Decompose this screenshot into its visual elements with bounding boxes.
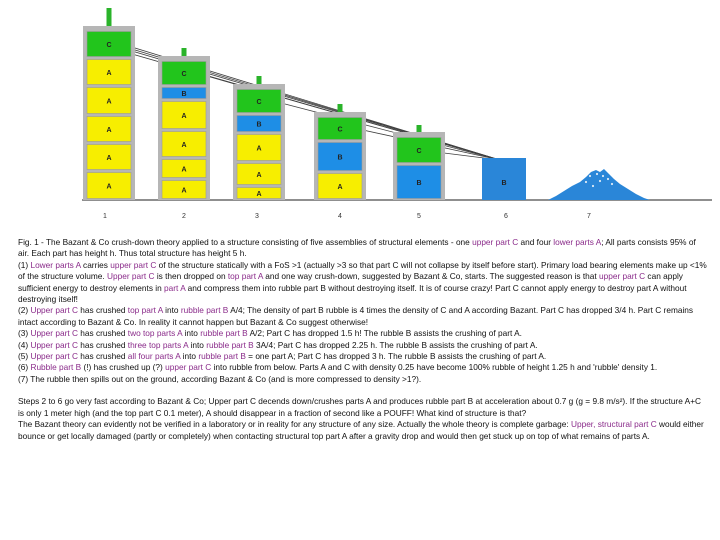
caption-text: A/2; Part C has dropped 1.5 h! The rubble B assists the crushing of part A. — [247, 328, 522, 339]
caption-text: (!) has crushed up (?) — [81, 362, 166, 373]
structure-step-1 — [83, 8, 135, 200]
top-column — [417, 125, 422, 132]
part-b-label: B — [337, 154, 343, 162]
highlighted-term: part A — [164, 282, 186, 293]
caption-text: (5) — [18, 351, 31, 362]
highlighted-term: two top parts A — [127, 328, 183, 339]
caption-text: (6) — [18, 362, 31, 373]
rubble-speck — [599, 180, 601, 182]
caption-text: = one part A; Part C has dropped 3 h. The rubble B assists the crushing of part A. — [245, 351, 547, 362]
highlighted-term: rubble part B — [206, 339, 254, 350]
part-c-label: C — [416, 148, 422, 155]
caption-text: has crushed — [77, 351, 128, 362]
energy-line — [262, 98, 500, 160]
part-a-label: A — [256, 191, 262, 198]
highlighted-term: all four parts A — [127, 351, 181, 362]
highlighted-term: rubble part B — [200, 328, 248, 339]
structure-step-6 — [482, 158, 526, 200]
highlighted-term: top part A — [127, 305, 163, 316]
highlighted-term: lower parts A — [553, 237, 602, 247]
highlighted-term: three top parts A — [127, 339, 189, 350]
step-label-2: 2 — [182, 213, 186, 220]
caption-text: into — [188, 339, 207, 350]
caption-paragraph — [18, 328, 708, 339]
rubble-speck — [602, 175, 604, 177]
caption-text: Fig. 1 - The Bazant & Co crush-down theory applied to a structure consisting of five assemblies of structural elements - one — [18, 237, 473, 247]
paragraph-spacer — [18, 385, 708, 396]
part-b-label: B — [181, 91, 187, 98]
caption-paragraph — [18, 260, 708, 306]
caption-text: (1) — [18, 259, 31, 270]
structure-step-7 — [548, 169, 650, 200]
caption-paragraph — [18, 237, 708, 260]
figure-caption — [18, 237, 708, 442]
part-a-label: A — [256, 172, 262, 179]
step-label-6: 6 — [504, 213, 508, 220]
highlighted-term: Upper, structural part C — [570, 419, 657, 430]
caption-text: and one way crush-down, suggested by Bazant & Co, starts. The suggested reason is that — [262, 271, 599, 282]
step-label-1: 1 — [103, 213, 107, 220]
structure-step-2 — [158, 48, 210, 200]
caption-paragraph — [18, 351, 708, 362]
structure-step-3 — [233, 76, 285, 200]
part-a-label: A — [181, 187, 187, 195]
highlighted-term: upper part C — [599, 271, 646, 282]
caption-text: and four — [518, 237, 554, 247]
highlighted-term: Upper part C — [107, 271, 155, 282]
crush-down-diagram — [0, 0, 720, 232]
caption-text: (7) The rubble then spills out on the ground, according Bazant & Co (and is more compressed to density >1?). — [18, 373, 422, 384]
part-a-label: A — [106, 155, 112, 162]
step-label-7: 7 — [587, 213, 591, 220]
rubble-speck — [611, 183, 613, 185]
highlighted-term: Upper part C — [30, 305, 78, 316]
rubble-speck — [607, 178, 609, 180]
caption-text: has crushed — [77, 328, 128, 339]
rubble-speck — [592, 185, 594, 187]
caption-text: would either bounce or get locally damaged (partly or completely) when contacting structural top part A after a gravity drop and would then get stuck up on top of what remains of parts A. — [18, 419, 704, 441]
highlighted-term: top part A — [227, 271, 263, 282]
highlighted-term: rubble part B — [198, 351, 246, 362]
part-a-label: A — [181, 113, 187, 120]
caption-text: can apply sufficient energy to destroy elements in — [18, 271, 683, 293]
part-c-label: C — [181, 71, 187, 78]
caption-text: has crushed — [77, 339, 128, 350]
caption-paragraph — [18, 374, 708, 385]
highlighted-term: rubble part B — [180, 305, 229, 316]
caption-paragraph — [18, 396, 708, 419]
rubble-speck — [589, 175, 591, 177]
step-label-4: 4 — [338, 213, 342, 220]
rubble-pile — [548, 169, 650, 200]
highlighted-term: upper part C — [165, 362, 212, 373]
structure-step-4 — [314, 104, 366, 200]
top-column — [107, 8, 112, 26]
highlighted-term: upper part C — [472, 237, 519, 247]
step-label-5: 5 — [417, 213, 421, 220]
highlighted-term: Upper part C — [30, 351, 78, 362]
top-column — [257, 76, 262, 84]
caption-paragraph — [18, 340, 708, 351]
step-label-3: 3 — [255, 213, 259, 220]
highlighted-term: Upper part C — [30, 339, 78, 350]
part-a-label: A — [106, 183, 112, 191]
highlighted-term: upper part C — [110, 259, 157, 270]
part-a-label: A — [256, 145, 262, 153]
caption-text: into — [180, 351, 199, 362]
caption-text: is then dropped on — [154, 271, 228, 282]
caption-paragraph — [18, 305, 708, 328]
highlighted-term: Upper part C — [30, 328, 78, 339]
caption-text: into — [182, 328, 201, 339]
top-column — [338, 104, 343, 112]
caption-paragraph — [18, 362, 708, 373]
structure-step-5 — [393, 125, 445, 200]
rubble-speck — [596, 173, 598, 175]
caption-text: into — [162, 305, 181, 316]
caption-text: ; All parts consists 95% of air. Each part has height h. Thus total structure has height 5 h. — [18, 237, 696, 259]
part-b-label: B — [416, 180, 422, 187]
part-b-label: B — [256, 121, 262, 129]
part-a-label: A — [181, 142, 187, 149]
rubble-block — [482, 158, 526, 200]
part-c-label: C — [337, 126, 343, 134]
caption-text: into rubble from below. Parts A and C with density 0.25 have become 100% rubble of height 1.25 h and 'rubble' density 1. — [211, 362, 658, 373]
caption-text: A/4; The density of part B rubble is 4 times the density of C and A according Bazant. Part C has dropped 3/4 h. Part C remains intact according to Bazant & Co. In reality it cannot happen but Bazant & Co suggest otherwise! — [18, 305, 694, 327]
top-column — [182, 48, 187, 56]
caption-text: carries — [80, 259, 111, 270]
caption-text: and compress them into rubble part B without destroying itself. It is of course crazy! Part C cannot apply energy to destroy part A without destroying itself! — [18, 282, 687, 305]
caption-text: has crushed — [77, 305, 128, 316]
caption-text: (3) — [18, 328, 31, 339]
caption-paragraph — [18, 419, 708, 442]
caption-text: (4) — [18, 339, 31, 350]
part-c-label: C — [106, 42, 112, 49]
caption-text: The Bazant theory can evidently not be verified in a laboratory or in reality for any structure of any size. Actually the whole theory is complete garbage: — [18, 419, 571, 430]
part-c-label: C — [256, 99, 262, 106]
part-a-label: A — [337, 184, 343, 191]
caption-text: of the structure statically with a FoS >1 (actually >3 so that part C will not collapse by itself before start). Primary load bearing elements make up <1% of the structure volume. — [18, 259, 707, 282]
part-a-label: A — [106, 98, 112, 106]
caption-text: (2) — [18, 305, 31, 316]
part-a-label: A — [181, 166, 187, 174]
caption-text: Steps 2 to 6 go very fast according to Bazant & Co; Upper part C decends down/crushes parts A and produces rubble part B at acceleration about 0.7 g (g = 9.8 m/s²). If the structure A+C is only 1 meter high (and the top part C 0.1 meter), A should disappear in a fraction of second like a POUFF! What kind of structure is that? — [18, 396, 702, 418]
caption-text: 3A/4; Part C has dropped 2.25 h. The rubble B assists the crushing of part A. — [253, 339, 538, 350]
rubble-speck — [585, 181, 587, 183]
part-a-label: A — [106, 70, 112, 77]
part-a-label: A — [106, 127, 112, 134]
highlighted-term: Lower parts A — [30, 259, 81, 270]
part-b-label: B — [501, 180, 507, 187]
highlighted-term: Rubble part B — [30, 362, 82, 373]
